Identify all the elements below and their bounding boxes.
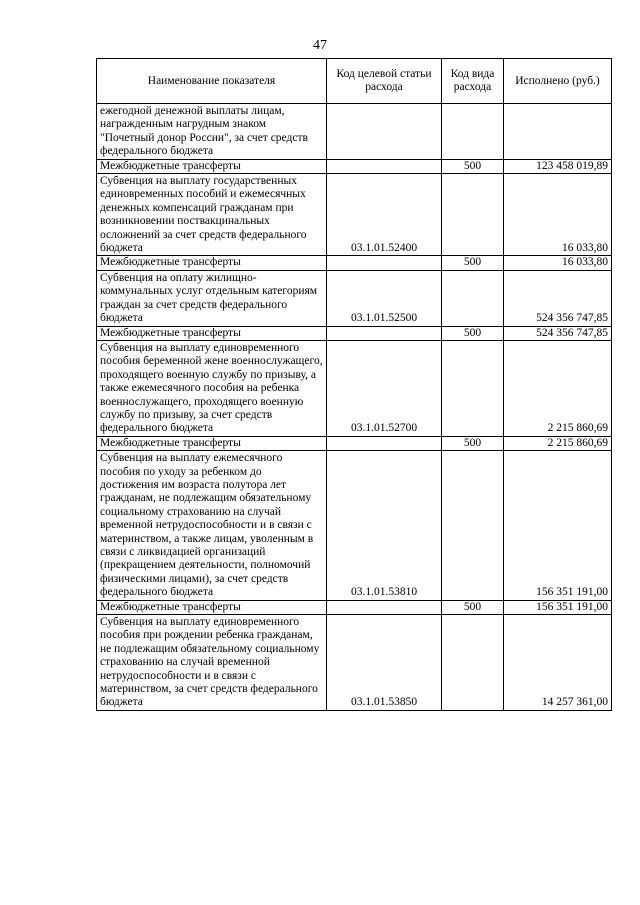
type-code-cell: 500 (442, 326, 504, 340)
indicator-name-cell: Субвенция на выплату единовременного пособия при рождении ребенка гражданам, не подлежащим обязательному социальному страхованию на случай временной нетрудоспособности и в связи с материнством, за счет средств федерального бюджета (97, 615, 327, 711)
target-code-cell: 03.1.01.53850 (327, 615, 442, 711)
header-type-code: Код вида расхода (442, 59, 504, 104)
type-code-cell: 500 (442, 256, 504, 270)
table-row (97, 615, 612, 711)
amount-cell: 2 215 860,69 (504, 340, 612, 436)
table-row (97, 340, 612, 436)
type-code-cell (442, 451, 504, 600)
indicator-name-cell: Межбюджетные трансферты (97, 436, 327, 450)
header-target-code: Код целевой статьи расхода (327, 59, 442, 104)
indicator-name-cell: Субвенция на выплату ежемесячного пособия по уходу за ребенком до достижения им возраста полутора лет гражданам, не подлежащим обязательному социальному страхованию на случай временной нетрудоспособности и в связи с материнством, а также лицам, уволенным в связи с ликвидацией организаций (прекращением деятельности, полномочий физическими лицами), за счет средств федерального бюджета (97, 451, 327, 600)
indicator-name-cell: Межбюджетные трансферты (97, 256, 327, 270)
type-code-cell: 500 (442, 600, 504, 614)
target-code-cell: 03.1.01.52500 (327, 270, 442, 326)
header-executed: Исполнено (руб.) (504, 59, 612, 104)
table-row (97, 326, 612, 340)
target-code-cell: 03.1.01.52400 (327, 174, 442, 256)
type-code-cell (442, 104, 504, 160)
type-code-cell (442, 615, 504, 711)
type-code-cell (442, 270, 504, 326)
amount-cell: 524 356 747,85 (504, 270, 612, 326)
target-code-cell (327, 326, 442, 340)
target-code-cell (327, 436, 442, 450)
indicator-name-cell: Субвенция на выплату единовременного пособия беременной жене военнослужащего, проходящего военную службу по призыву, а также ежемесячного пособия на ребенка военнослужащего, проходящего военную службу по призыву, за счет средств федерального бюджета (97, 340, 327, 436)
header-indicator-name: Наименование показателя (97, 59, 327, 104)
type-code-cell (442, 174, 504, 256)
amount-cell: 16 033,80 (504, 174, 612, 256)
amount-cell: 16 033,80 (504, 256, 612, 270)
target-code-cell (327, 600, 442, 614)
indicator-name-cell: Межбюджетные трансферты (97, 326, 327, 340)
page-number: 47 (313, 38, 327, 53)
target-code-cell: 03.1.01.53810 (327, 451, 442, 600)
target-code-cell (327, 159, 442, 173)
table-row (97, 159, 612, 173)
table-row (97, 270, 612, 326)
table-row (97, 174, 612, 256)
expenditure-table (96, 58, 612, 711)
table-header (97, 59, 612, 104)
amount-cell: 156 351 191,00 (504, 451, 612, 600)
target-code-cell (327, 256, 442, 270)
table-row (97, 451, 612, 600)
indicator-name-cell: ежегодной денежной выплаты лицам, награжденным нагрудным знаком "Почетный донор России", за счет средств федерального бюджета (97, 104, 327, 160)
amount-cell: 2 215 860,69 (504, 436, 612, 450)
target-code-cell: 03.1.01.52700 (327, 340, 442, 436)
amount-cell: 156 351 191,00 (504, 600, 612, 614)
target-code-cell (327, 104, 442, 160)
table-row (97, 256, 612, 270)
indicator-name-cell: Субвенция на выплату государственных единовременных пособий и ежемесячных денежных компенсаций гражданам при возникновении поствакцинальных осложнений за счет средств федерального бюджета (97, 174, 327, 256)
type-code-cell: 500 (442, 436, 504, 450)
indicator-name-cell: Субвенция на оплату жилищно-коммунальных услуг отдельным категориям граждан за счет средств федерального бюджета (97, 270, 327, 326)
amount-cell: 14 257 361,00 (504, 615, 612, 711)
table-row (97, 600, 612, 614)
amount-cell (504, 104, 612, 160)
table-row (97, 436, 612, 450)
amount-cell: 524 356 747,85 (504, 326, 612, 340)
amount-cell: 123 458 019,89 (504, 159, 612, 173)
indicator-name-cell: Межбюджетные трансферты (97, 159, 327, 173)
table-row (97, 104, 612, 160)
type-code-cell (442, 340, 504, 436)
indicator-name-cell: Межбюджетные трансферты (97, 600, 327, 614)
type-code-cell: 500 (442, 159, 504, 173)
